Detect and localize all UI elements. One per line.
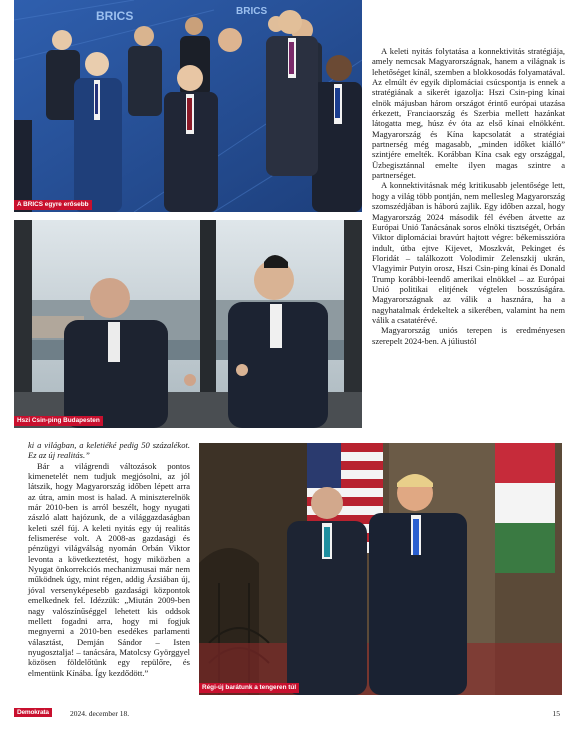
brics-photo-image xyxy=(14,0,362,212)
xi-caption: Hszi Csin-ping Budapesten xyxy=(14,416,103,426)
svg-text:BRICS: BRICS xyxy=(236,6,268,17)
trump-photo-image xyxy=(199,443,562,695)
svg-text:BRICS: BRICS xyxy=(96,9,134,23)
right-paragraph-1: A keleti nyitás folytatása a konnektivitás stratégiája, amely nemcsak Magyarországnak, hanem a világnak is lehetőséget kínál, szemben a blokkosodás folyamatával. Az elmúlt év egyik diplomáciai csúcspontja is ennek a stratégiának a sikerét igazolja: Hszi Csin-ping kínai elnök májusban három országot érintő európai utazása érkezett, Franciaország és Szerbia mellett hazánkat látogatta meg, húsz év óta az első kínai elnökként. Magyarország és Kína kapcsolatát a stratégiai partnerség még magasabb, „minden időket kiálló” szintjére emelték. Korábban Kína csak egy országgal, Üzbegisztánnal emelte ilyen magas szintre a partnerséget. xyxy=(372,46,565,181)
trump-caption: Régi-új barátunk a tengeren túl xyxy=(199,683,299,693)
brics-photo xyxy=(14,0,362,212)
right-column xyxy=(372,46,565,346)
xi-photo-image xyxy=(14,220,362,428)
trump-photo xyxy=(199,443,562,695)
page-footer xyxy=(14,708,560,720)
left-column xyxy=(28,440,190,678)
page-number: 15 xyxy=(552,709,560,718)
left-paragraph-1: Bár a világrendi változások pontos kimenetelét nem tudjuk megjósolni, az jól látszik, hogy Magyarország időben lépett arra az útra, amin most is halad. A miniszterelnök már 2010-ben is arról beszélt, hogy nyugati zászló alatt hajózunk, de a világgazdaságban keleti szél fúj. A keleti nyitás egy új realitás felismerése volt. A 2008-as gazdasági és pénzügyi világválság nyomán Orbán Viktor levonta a következtetést, hogy miközben a Nyugat önkorrekciós mechanizmusai már nem működnek úgy, mint régen, addig Ázsiában új, jóval versenyképesebb gazdasági központok emelkednek fel. Idézzük: „Miután 2009-ben nagy valószínűséggel lehetett kis oddsok mellett fogadni arra, hogy mi fogjuk megnyerni a 2010-ben esedékes parlamenti választást, Demján Sándor – Isten nyugosztalja! – tanácsára, Matolcsy Györggyel közösen földelőtünk egy repülőre, és elmentünk Kínába. Így kezdődött.” xyxy=(28,460,190,678)
right-paragraph-3: Magyarország uniós terepen is eredményesen szerepelt 2024-ben. A júliustól xyxy=(372,325,565,346)
issue-date: 2024. december 18. xyxy=(70,709,130,718)
right-paragraph-2: A konnektivitásnak még kritikusabb jelentősége lett, hogy a világ több pontján, nem mellesleg Magyarország szomszédjában is háború zajlik. Egy időben azzal, hogy Magyarország 2024 második fél évében átvette az Európai Unió Tanácsának soros elnöki tisztségét, Orbán Viktor diplomáciai bravúrt hajtott végre: békemisszióra indult, útba ejtve Kijevet, Moszkvát, Pekinget és Floridát – találkozott Volodimir Zelenszkij ukrán, Vlagyimir Putyin orosz, Hszi Csin-ping kínai és Donald Trump korábbi-leendő amerikai elnökkel – az Európai Unió politikai elitjének végtelen bosszúságára. Magyarországnak az válik a hasznára, ha a nagyhatalmak érdekeltek a sikerében, valamint ha nem válik a csatatérévé. xyxy=(372,180,565,325)
xi-photo xyxy=(14,220,362,428)
left-quote-end: ki a világban, a keletiéké pedig 50 százalékot. Ez az új realitás.” xyxy=(28,440,190,461)
brics-caption: A BRICS egyre erősebb xyxy=(14,200,92,210)
magazine-logo: Demokrata xyxy=(14,708,52,717)
